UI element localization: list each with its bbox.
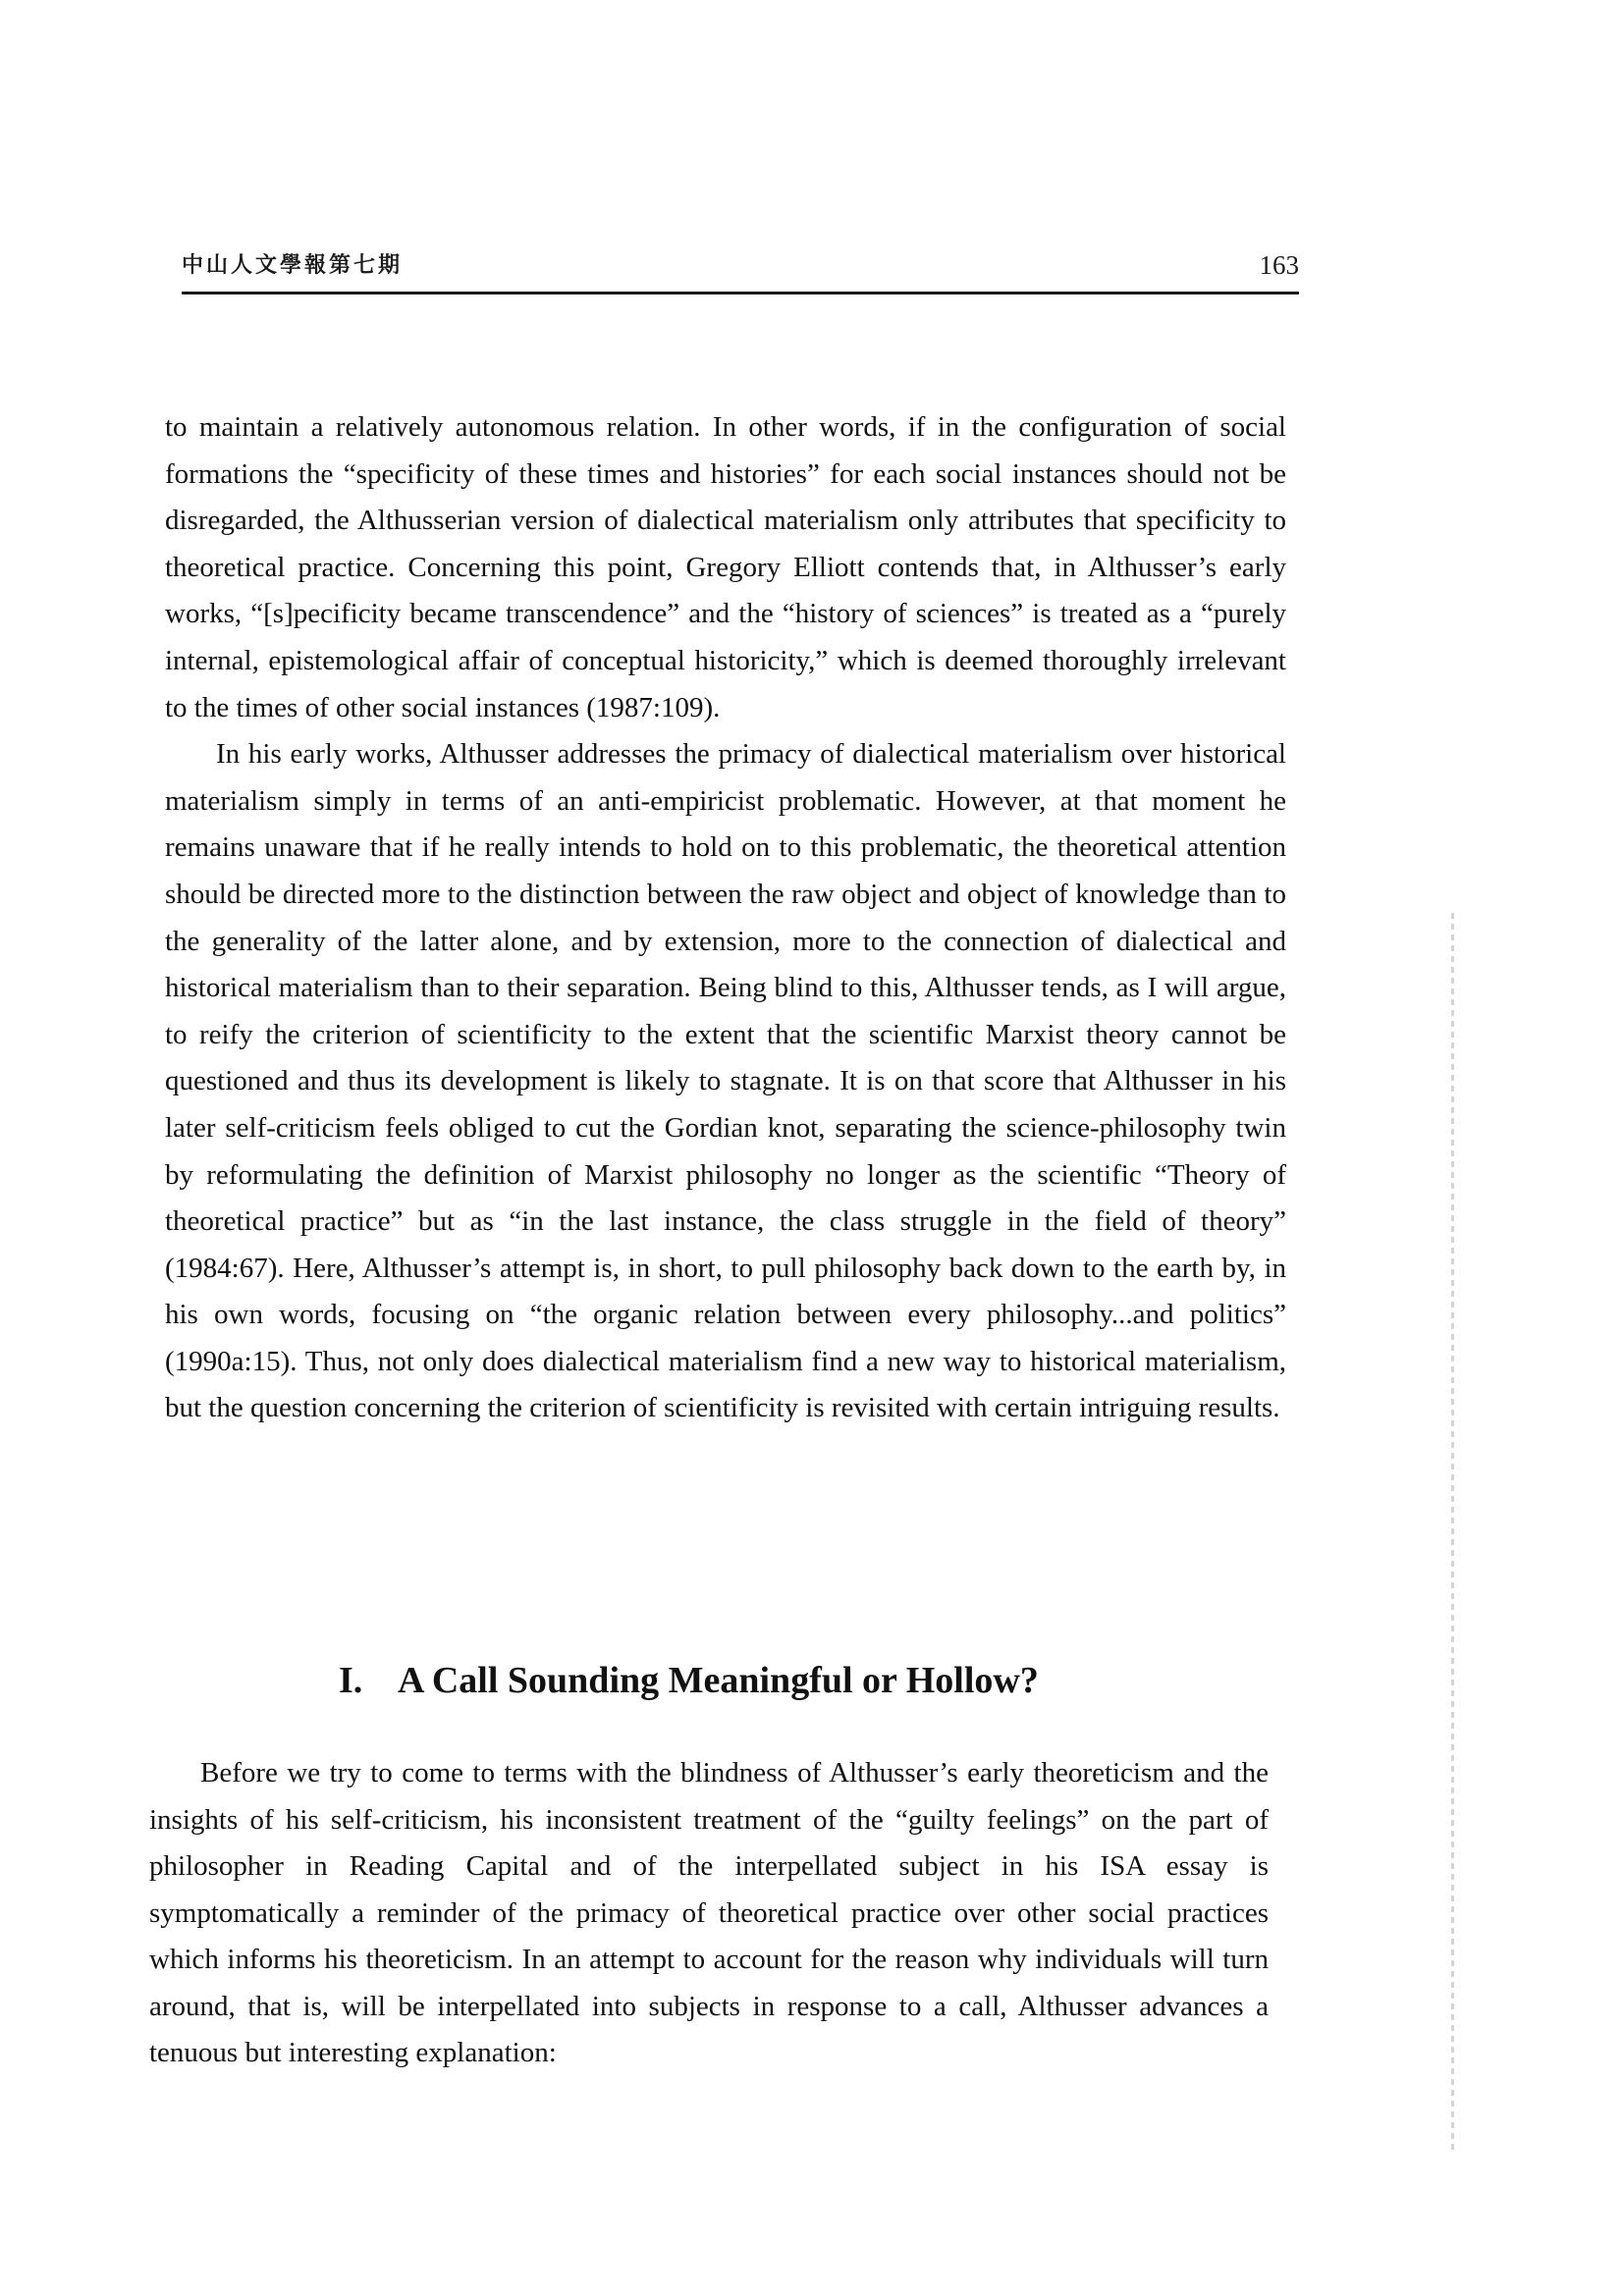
paragraph-1: to maintain a relatively autonomous relation. In other words, if in the configuration of social formations the “specificity of these times and histories” for each social instances should not be disregarded, the Althusserian version of dialectical materialism only attributes that specificity to theoretical practice. Concerning this point, Gregory Elliott contends that, in Althusser’s early works, “[s]pecificity became transcendence” and the “history of sciences” is treated as a “purely internal, epistemological affair of conceptual historicity,” which is deemed thoroughly irrelevant to the times of other social instances (1987:109). [165, 411, 1286, 723]
page-number: 163 [1259, 250, 1299, 280]
section-title: A Call Sounding Meaningful or Hollow? [398, 1660, 1039, 1701]
body-text [165, 404, 1286, 1432]
journal-name: 中山人文學報第七期 [182, 253, 404, 278]
running-header [182, 240, 1299, 294]
scan-edge-mark [1451, 913, 1454, 2150]
paragraph-2: In his early works, Althusser addresses the primacy of dialectical materialism over historical materialism simply in terms of an anti-empiricist problematic. However, at that moment he remains unaware that if he really intends to hold on to this problematic, the theoretical attention should be directed more to the distinction between the raw object and object of knowledge than to the generality of the latter alone, and by extension, more to the connection of dialectical and historical materialism than to their separation. Being blind to this, Althusser tends, as I will argue, to reify the criterion of scientificity to the extent that the scientific Marxist theory cannot be questioned and thus its development is likely to stagnate. It is on that score that Althusser in his later self-criticism feels obliged to cut the Gordian knot, separating the science-philosophy twin by reformulating the definition of Marxist philosophy no longer as the scientific “Theory of theoretical practice” but as “in the last instance, the class struggle in the field of theory” (1984:67). Here, Althusser’s attempt is, in short, to pull philosophy back down to the earth by, in his own words, focusing on “the organic relation between every philosophy...and politics” (1990a:15). Thus, not only does dialectical materialism find a new way to historical materialism, but the question concerning the criterion of scientificity is revisited with certain intriguing results. [165, 738, 1286, 1424]
section-heading [339, 1659, 1039, 1702]
section-number: I. [339, 1660, 363, 1701]
section-body [149, 1750, 1269, 2077]
section-paragraph: Before we try to come to terms with the blindness of Althusser’s early theoreticism and the insights of his self-criticism, his inconsistent treatment of the “guilty feelings” on the part of philosopher in Reading Capital and of the interpellated subject in his ISA essay is symptomatically a reminder of the primacy of theoretical practice over other social practices which informs his theoreticism. In an attempt to account for the reason why individuals will turn around, that is, will be interpellated into subjects in response to a call, Althusser advances a tenuous but interesting explanation: [149, 1757, 1269, 2068]
